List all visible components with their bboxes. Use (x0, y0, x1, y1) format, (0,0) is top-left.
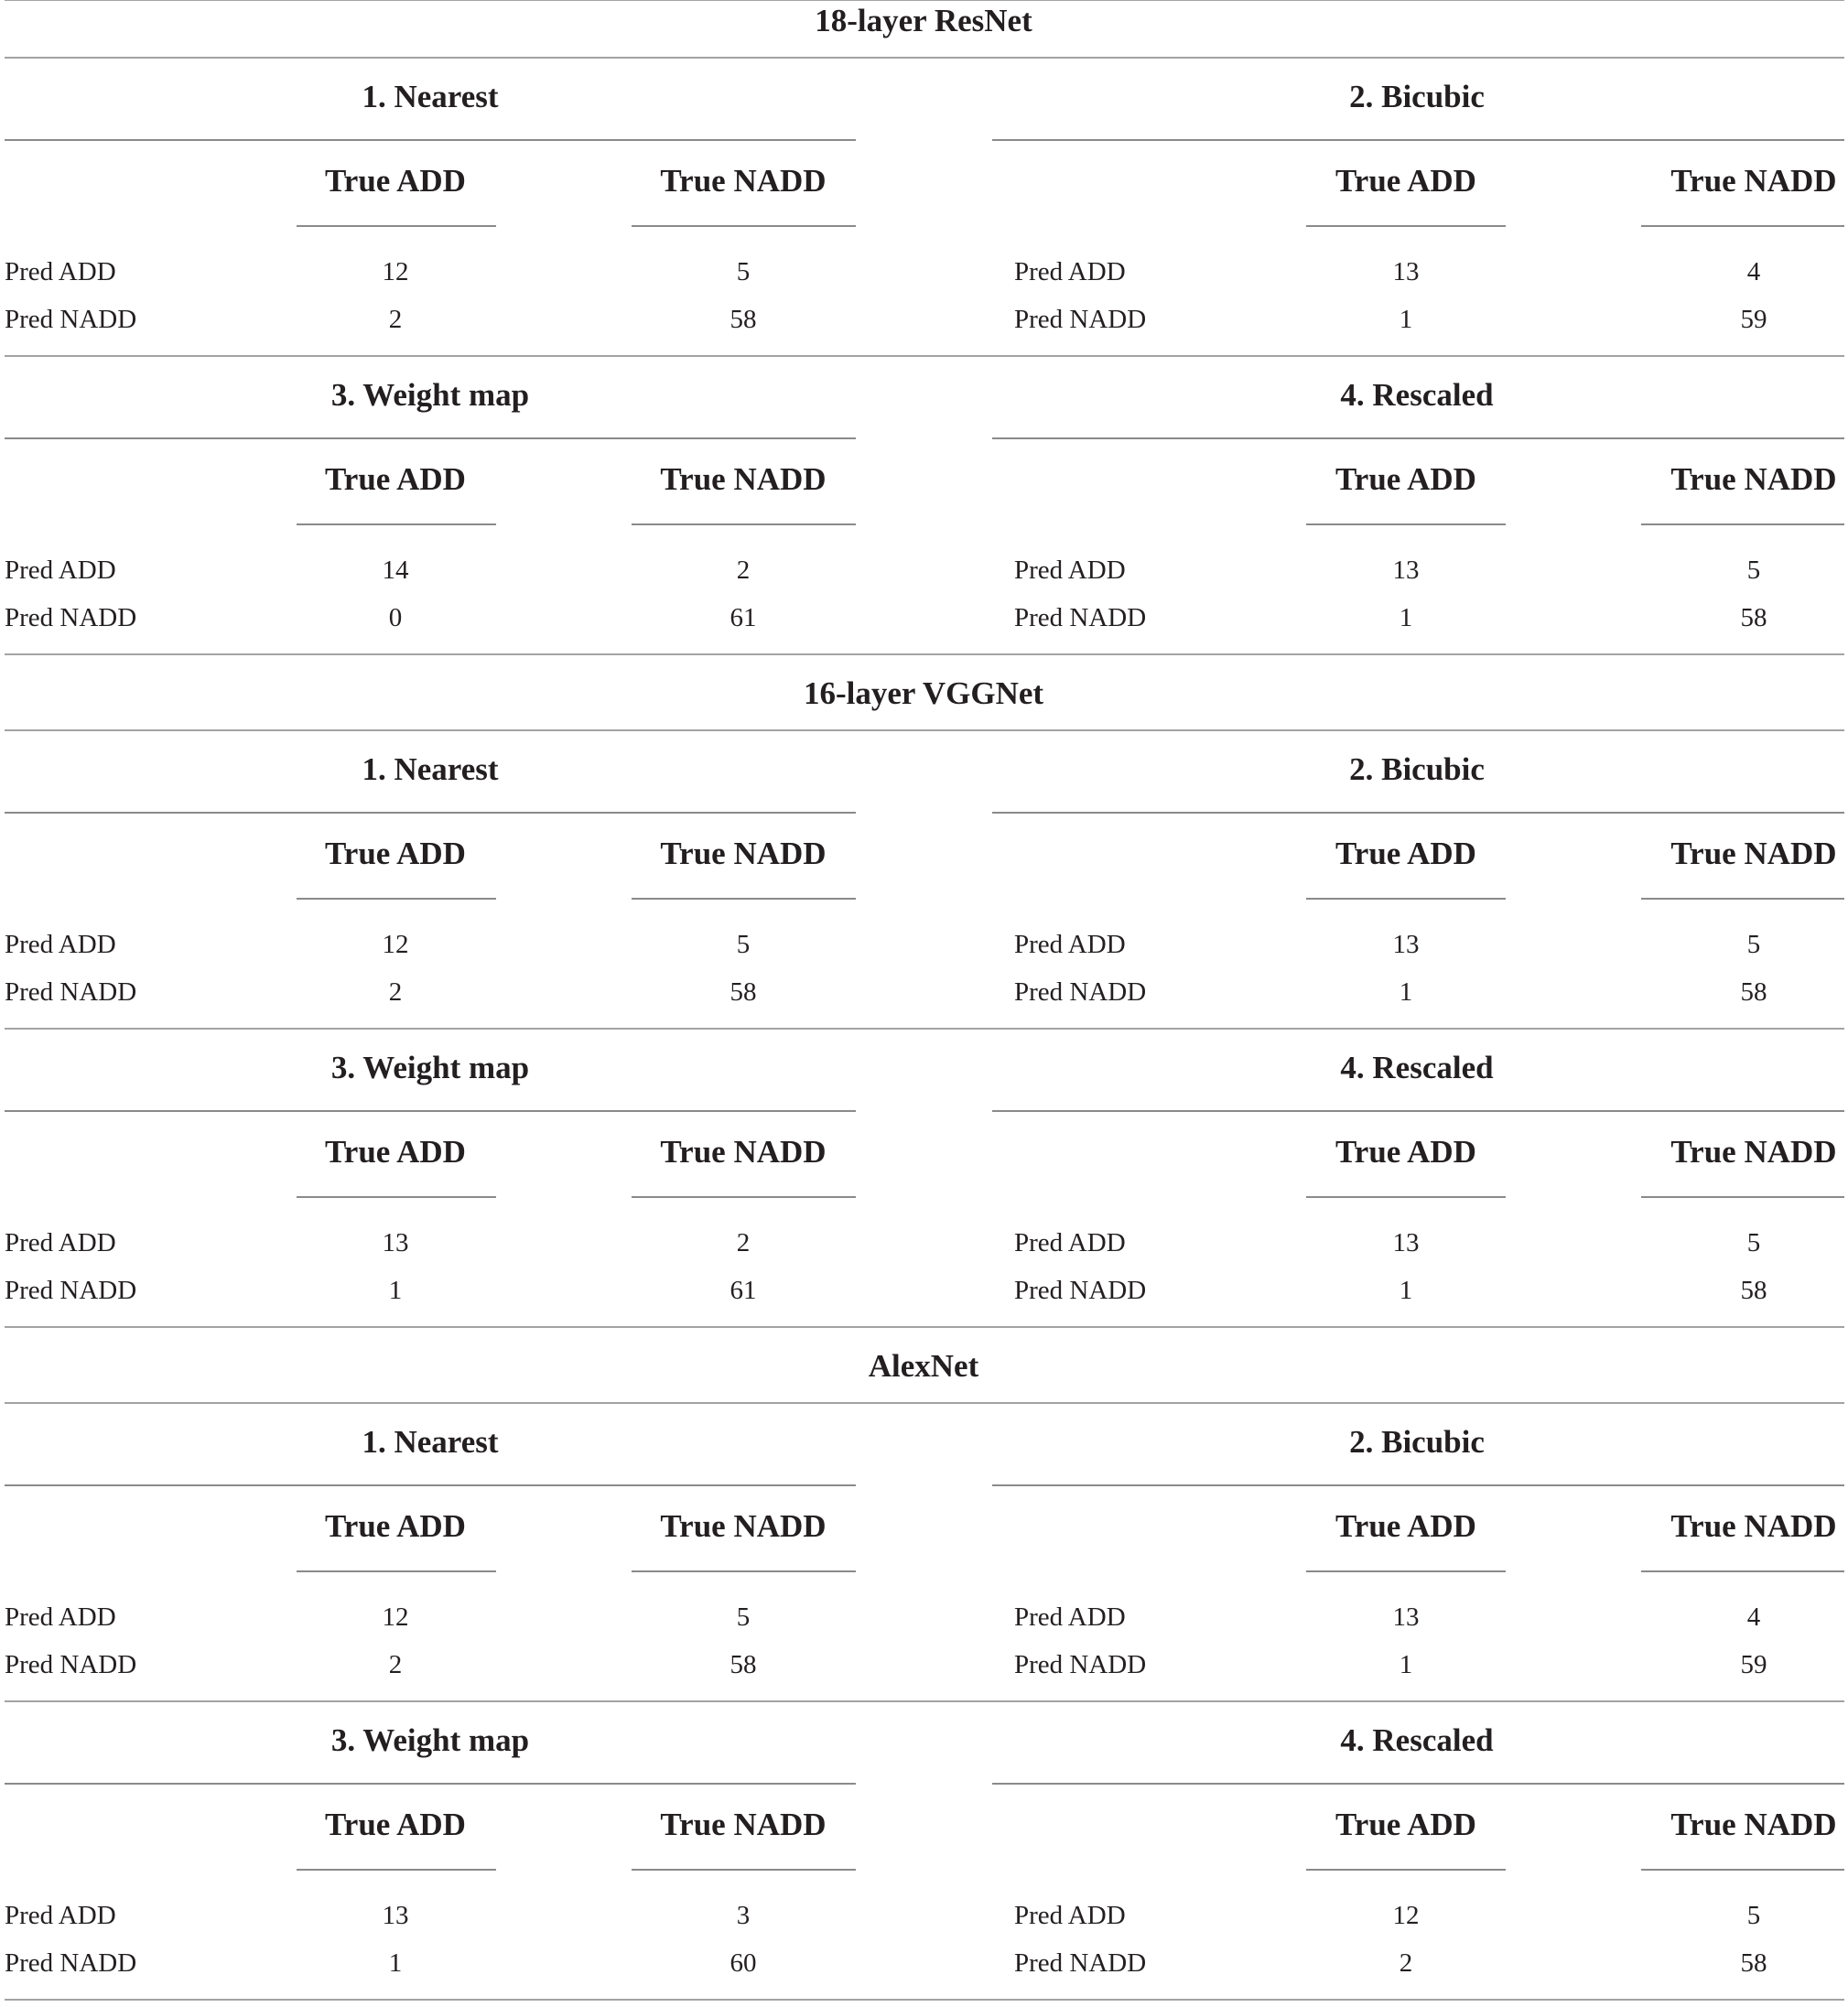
column-header-true-add: True ADD (1335, 1807, 1476, 1842)
cell-value: 1 (1399, 977, 1413, 1007)
row-label-pred-add: Pred ADD (1014, 257, 1126, 286)
panel-title-rule (5, 437, 856, 439)
column-header-true-add: True ADD (1335, 461, 1476, 497)
cell-value: 5 (1746, 1901, 1761, 1930)
panel-row-divider (5, 653, 1844, 655)
row-label-pred-add: Pred ADD (5, 1228, 116, 1257)
cell-value: 58 (729, 977, 757, 1007)
column-header-true-add: True ADD (325, 1134, 466, 1170)
cell-value: 13 (1392, 257, 1420, 286)
cell-value: 2 (388, 977, 403, 1007)
panel-row-divider (5, 1700, 1844, 1702)
column-header-rule (297, 1869, 496, 1871)
section-title: AlexNet (868, 1348, 979, 1384)
column-header-true-add: True ADD (1335, 836, 1476, 871)
row-label-pred-nadd: Pred NADD (1014, 1276, 1147, 1305)
cell-value: 61 (729, 1276, 757, 1305)
row-label-pred-nadd: Pred NADD (1014, 1948, 1147, 1978)
row-label-pred-nadd: Pred NADD (1014, 977, 1147, 1007)
column-header-rule (1306, 1869, 1506, 1871)
column-header-true-nadd: True NADD (1670, 836, 1837, 871)
section-title: 18-layer ResNet (815, 3, 1032, 38)
cell-value: 1 (388, 1948, 403, 1978)
row-label-pred-nadd: Pred NADD (1014, 305, 1147, 334)
column-header-true-add: True ADD (325, 163, 466, 199)
cell-value: 58 (1740, 1276, 1767, 1305)
panel-title-rule (5, 1484, 856, 1486)
cell-value: 12 (382, 1602, 409, 1632)
column-header-true-add: True ADD (1335, 163, 1476, 199)
panel-row-divider (5, 1028, 1844, 1030)
row-label-pred-add: Pred ADD (5, 1602, 116, 1632)
column-header-rule (297, 1570, 496, 1572)
panel-title: 4. Rescaled (1340, 1722, 1494, 1758)
column-header-true-add: True ADD (1335, 1134, 1476, 1170)
column-header-rule (297, 523, 496, 525)
column-header-true-add: True ADD (325, 1807, 466, 1842)
cell-value: 58 (1740, 1948, 1767, 1978)
panel-title: 4. Rescaled (1340, 1050, 1494, 1085)
cell-value: 13 (382, 1901, 409, 1930)
column-header-rule (632, 898, 856, 900)
row-label-pred-add: Pred ADD (1014, 1228, 1126, 1257)
cell-value: 59 (1740, 305, 1767, 334)
panel-title-rule (992, 139, 1844, 141)
column-header-true-add: True ADD (325, 461, 466, 497)
row-label-pred-add: Pred ADD (1014, 930, 1126, 959)
column-header-true-nadd: True NADD (660, 836, 827, 871)
cell-value: 13 (1392, 930, 1420, 959)
column-header-true-nadd: True NADD (660, 1134, 827, 1170)
section-title-rule (5, 729, 1844, 731)
cell-value: 59 (1740, 1650, 1767, 1679)
panel-title: 1. Nearest (362, 751, 499, 787)
column-header-rule (1306, 898, 1506, 900)
panel-title: 1. Nearest (362, 1424, 499, 1460)
column-header-true-nadd: True NADD (660, 1807, 827, 1842)
cell-value: 61 (729, 603, 757, 632)
cell-value: 12 (382, 257, 409, 286)
panel-title-rule (5, 812, 856, 814)
column-header-true-add: True ADD (325, 836, 466, 871)
column-header-rule (1641, 1570, 1844, 1572)
row-label-pred-add: Pred ADD (5, 930, 116, 959)
panel-title: 2. Bicubic (1349, 1424, 1485, 1460)
row-label-pred-add: Pred ADD (1014, 1602, 1126, 1632)
column-header-rule (632, 1869, 856, 1871)
panel-row-divider (5, 1326, 1844, 1328)
cell-value: 3 (736, 1901, 751, 1930)
panel-title: 2. Bicubic (1349, 79, 1485, 114)
row-label-pred-nadd: Pred NADD (5, 1650, 137, 1679)
panel-title-rule (5, 1783, 856, 1785)
cell-value: 2 (736, 1228, 751, 1257)
cell-value: 4 (1746, 257, 1761, 286)
row-label-pred-nadd: Pred NADD (5, 603, 137, 632)
column-header-rule (1641, 1196, 1844, 1198)
cell-value: 2 (1399, 1948, 1413, 1978)
cell-value: 12 (1392, 1901, 1420, 1930)
cell-value: 58 (1740, 977, 1767, 1007)
row-label-pred-nadd: Pred NADD (5, 305, 137, 334)
column-header-rule (297, 898, 496, 900)
column-header-rule (1306, 1570, 1506, 1572)
column-header-rule (1641, 1869, 1844, 1871)
cell-value: 58 (729, 1650, 757, 1679)
row-label-pred-add: Pred ADD (1014, 1901, 1126, 1930)
panel-title-rule (992, 1110, 1844, 1112)
cell-value: 1 (1399, 603, 1413, 632)
cell-value: 1 (1399, 305, 1413, 334)
panel-title-rule (5, 139, 856, 141)
panel-title: 3. Weight map (330, 377, 530, 413)
cell-value: 1 (1399, 1276, 1413, 1305)
panel-title-rule (992, 1484, 1844, 1486)
column-header-true-nadd: True NADD (1670, 1807, 1837, 1842)
cell-value: 13 (1392, 556, 1420, 585)
cell-value: 5 (1746, 1228, 1761, 1257)
section-title: 16-layer VGGNet (803, 675, 1044, 711)
column-header-true-nadd: True NADD (1670, 461, 1837, 497)
cell-value: 1 (388, 1276, 403, 1305)
panel-title-rule (992, 812, 1844, 814)
cell-value: 4 (1746, 1602, 1761, 1632)
panel-title: 3. Weight map (330, 1722, 530, 1758)
cell-value: 5 (736, 257, 751, 286)
cell-value: 2 (388, 1650, 403, 1679)
column-header-rule (1306, 523, 1506, 525)
cell-value: 13 (382, 1228, 409, 1257)
row-label-pred-add: Pred ADD (5, 556, 116, 585)
column-header-rule (1306, 225, 1506, 227)
panel-title: 3. Weight map (330, 1050, 530, 1085)
cell-value: 5 (1746, 556, 1761, 585)
column-header-rule (1641, 898, 1844, 900)
column-header-true-nadd: True NADD (660, 461, 827, 497)
column-header-rule (1306, 1196, 1506, 1198)
column-header-rule (297, 225, 496, 227)
cell-value: 12 (382, 930, 409, 959)
row-label-pred-add: Pred ADD (1014, 556, 1126, 585)
cell-value: 5 (736, 930, 751, 959)
panel-title: 1. Nearest (362, 79, 499, 114)
row-label-pred-nadd: Pred NADD (1014, 603, 1147, 632)
column-header-rule (632, 1570, 856, 1572)
cell-value: 14 (382, 556, 409, 585)
panel-title-rule (992, 1783, 1844, 1785)
panel-row-divider (5, 355, 1844, 357)
column-header-rule (632, 1196, 856, 1198)
row-label-pred-nadd: Pred NADD (5, 1948, 137, 1978)
column-header-rule (1641, 523, 1844, 525)
column-header-true-nadd: True NADD (660, 1508, 827, 1544)
cell-value: 5 (1746, 930, 1761, 959)
cell-value: 2 (388, 305, 403, 334)
row-label-pred-add: Pred ADD (5, 257, 116, 286)
row-label-pred-nadd: Pred NADD (5, 977, 137, 1007)
cell-value: 13 (1392, 1602, 1420, 1632)
column-header-true-add: True ADD (1335, 1508, 1476, 1544)
column-header-rule (632, 225, 856, 227)
column-header-true-nadd: True NADD (1670, 1508, 1837, 1544)
panel-title-rule (5, 1110, 856, 1112)
cell-value: 58 (1740, 603, 1767, 632)
row-label-pred-add: Pred ADD (5, 1901, 116, 1930)
cell-value: 1 (1399, 1650, 1413, 1679)
column-header-true-nadd: True NADD (1670, 1134, 1837, 1170)
section-top-rule (5, 0, 1844, 1)
section-title-rule (5, 1402, 1844, 1404)
panel-title: 2. Bicubic (1349, 751, 1485, 787)
cell-value: 2 (736, 556, 751, 585)
row-label-pred-nadd: Pred NADD (1014, 1650, 1147, 1679)
cell-value: 58 (729, 305, 757, 334)
column-header-rule (297, 1196, 496, 1198)
cell-value: 60 (729, 1948, 757, 1978)
column-header-true-nadd: True NADD (660, 163, 827, 199)
column-header-true-nadd: True NADD (1670, 163, 1837, 199)
section-title-rule (5, 57, 1844, 59)
panel-title: 4. Rescaled (1340, 377, 1494, 413)
column-header-rule (632, 523, 856, 525)
cell-value: 5 (736, 1602, 751, 1632)
column-header-rule (1641, 225, 1844, 227)
column-header-true-add: True ADD (325, 1508, 466, 1544)
cell-value: 13 (1392, 1228, 1420, 1257)
panel-row-divider (5, 1999, 1844, 2001)
panel-title-rule (992, 437, 1844, 439)
cell-value: 0 (388, 603, 403, 632)
row-label-pred-nadd: Pred NADD (5, 1276, 137, 1305)
